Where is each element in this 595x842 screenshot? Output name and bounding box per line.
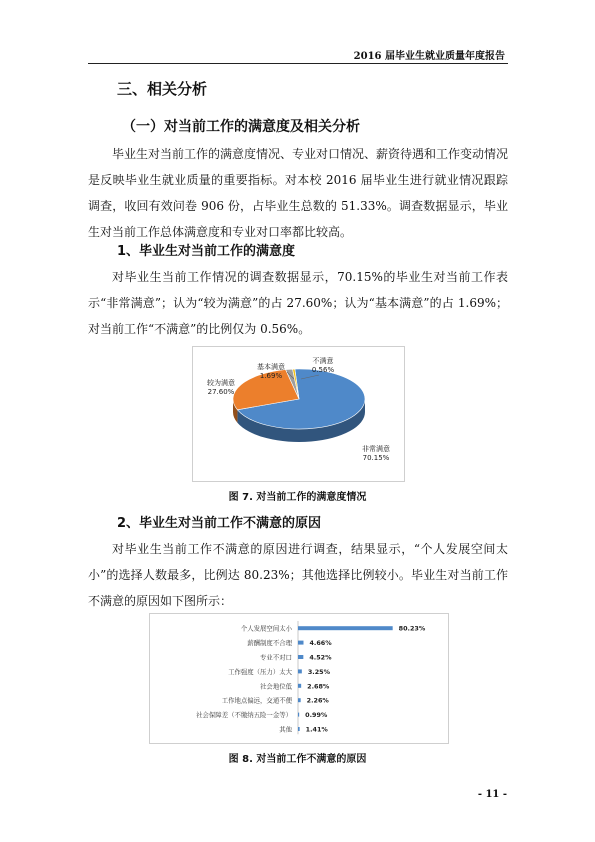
bar-category-label: 社会保障差（不缴纳五险一金等） bbox=[196, 711, 292, 720]
intro-paragraph bbox=[88, 141, 508, 245]
subsection-title: （一）对当前工作的满意度及相关分析 bbox=[122, 119, 360, 135]
figure7-caption: 图 7. 对当前工作的满意度情况 bbox=[228, 492, 367, 503]
bar bbox=[298, 669, 302, 673]
bar-value-label: 4.52% bbox=[309, 653, 332, 662]
bar-value-label: 4.66% bbox=[309, 639, 332, 648]
bar-category-label: 工作地点偏远，交通不便 bbox=[221, 696, 292, 705]
bar-value-label: 2.26% bbox=[306, 696, 329, 705]
page-number: - 11 - bbox=[477, 789, 507, 800]
pie-chart-box bbox=[192, 346, 405, 482]
bar bbox=[298, 684, 301, 688]
pie-value-label: 70.15% bbox=[362, 454, 390, 462]
bar bbox=[298, 713, 299, 717]
header-rule bbox=[88, 63, 508, 64]
satisfaction-pie-chart bbox=[193, 347, 404, 481]
part1-text: 对毕业生当前工作情况的调查数据显示，70.15%的毕业生对当前工作表示“非常满意”；认为“较为满意”的占 27.60%；认为“基本满意”的占 1.69%；对当前工作“不满意”的比例仅为 0.56%。 bbox=[88, 270, 508, 336]
bar-value-label: 2.68% bbox=[307, 682, 330, 691]
pie-label: 不满意 bbox=[312, 357, 334, 365]
intro-text: 毕业生对当前工作的满意度情况、专业对口情况、薪资待遇和工作变动情况是反映毕业生就业质量的重要指标。对本校 2016 届毕业生进行就业情况跟踪调查，收回有效问卷 906 份，占毕业生总数的 51.33%。调查数据显示，毕业生对当前工作总体满意度和专业对口率都比较高。 bbox=[88, 147, 509, 239]
bar bbox=[298, 727, 300, 731]
bar-category-label: 其他 bbox=[279, 725, 292, 734]
bar bbox=[298, 698, 301, 702]
part2-heading: 2、毕业生对当前工作不满意的原因 bbox=[117, 516, 322, 531]
bar-category-label: 薪酬制度不合理 bbox=[247, 639, 292, 648]
part2-text: 对毕业生当前工作不满意的原因进行调查，结果显示，“个人发展空间太小”的选择人数最多，比例达 80.23%；其他选择比例较小。毕业生对当前工作不满意的原因如下图所示： bbox=[88, 542, 508, 608]
bar-chart-box bbox=[149, 613, 449, 744]
pie-label: 非常满意 bbox=[362, 445, 390, 453]
dissatisfaction-bar-chart bbox=[150, 614, 448, 743]
bar-value-label: 3.25% bbox=[307, 667, 331, 676]
bar bbox=[298, 641, 303, 645]
bar-value-label: 0.99% bbox=[305, 711, 328, 720]
pie-label: 较为满意 bbox=[207, 379, 235, 387]
bar-value-label: 1.41% bbox=[305, 725, 328, 734]
section-title: 三、相关分析 bbox=[117, 80, 208, 98]
pie-label: 基本满意 bbox=[257, 363, 285, 371]
bar-value-label: 80.23% bbox=[398, 624, 426, 633]
running-header: 2016 届毕业生就业质量年度报告 bbox=[353, 51, 505, 62]
bar-category-label: 社会地位低 bbox=[260, 682, 292, 691]
part2-paragraph bbox=[88, 536, 508, 614]
bar bbox=[298, 655, 303, 659]
pie-value-label: 0.56% bbox=[311, 366, 335, 374]
part1-paragraph bbox=[88, 264, 508, 342]
pie-value-label: 27.60% bbox=[207, 388, 235, 396]
pie-value-label: 1.69% bbox=[259, 372, 283, 380]
bar-category-label: 个人发展空间太小 bbox=[240, 624, 292, 633]
bar-category-label: 工作强度（压力）太大 bbox=[228, 667, 292, 676]
figure8-caption: 图 8. 对当前工作不满意的原因 bbox=[228, 754, 367, 765]
bar bbox=[298, 626, 393, 630]
part1-heading: 1、毕业生对当前工作的满意度 bbox=[117, 244, 296, 259]
bar-category-label: 专业不对口 bbox=[260, 653, 292, 662]
